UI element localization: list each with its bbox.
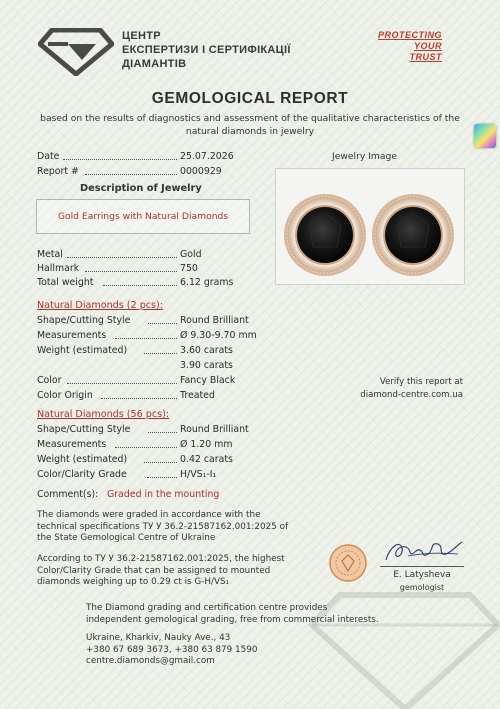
right-earring <box>372 194 454 276</box>
signature-image <box>378 534 464 568</box>
small-measurements-row <box>37 439 277 452</box>
comments-value: Graded in the mounting <box>107 489 220 500</box>
main-shape-row <box>37 315 277 328</box>
small-weight-label: Weight (estimated) <box>37 454 128 465</box>
report-number-row <box>37 166 277 179</box>
signature-line <box>380 566 464 567</box>
leader-dots <box>144 345 177 354</box>
main-shape-value: Round Brilliant <box>180 315 249 326</box>
footer-address: Ukraine, Kharkiv, Nauky Ave., 43 <box>86 633 231 643</box>
main-weight-value-2: 3.90 carats <box>180 360 233 371</box>
main-measurements-label: Measurements <box>37 330 107 341</box>
total-weight-value: 6.12 grams <box>180 277 234 288</box>
footer-contacts <box>86 633 257 668</box>
small-grade-row <box>37 469 277 482</box>
main-color-row <box>37 375 277 388</box>
hallmark-label: Hallmark <box>37 263 80 274</box>
leader-dots <box>85 263 177 272</box>
org-line-3: ДІАМАНТІВ <box>122 58 187 70</box>
grade-note-line-3: diamonds weighing up to 0.29 ct is G-H/VS₁ <box>37 577 230 587</box>
jewelry-photo <box>275 168 465 285</box>
verify-text: Verify this report at <box>379 377 463 387</box>
main-shape-label: Shape/Cutting Style <box>37 315 131 326</box>
small-measurements-value: Ø 1.20 mm <box>180 439 233 450</box>
leader-dots <box>115 330 177 339</box>
main-origin-label: Color Origin <box>37 390 93 401</box>
jewelry-image-label: Jewelry Image <box>332 151 397 162</box>
main-color-label: Color <box>37 375 62 386</box>
left-earring <box>284 194 366 276</box>
metal-row <box>37 249 277 262</box>
main-origin-value: Treated <box>180 390 215 401</box>
main-weight-label: Weight (estimated) <box>37 345 128 356</box>
leader-dots <box>67 375 177 384</box>
grade-note <box>37 554 285 589</box>
report-number-label: Report # <box>37 166 79 177</box>
grade-note-line-1: According to ТУ У 36.2-21587162.001:2025, the highest <box>37 554 285 564</box>
small-weight-value: 0.42 carats <box>180 454 233 465</box>
grade-note-line-2: Color/Clarity Grade that can be assigned to mounted <box>37 565 271 576</box>
leader-dots <box>148 315 177 324</box>
main-weight-value-1: 3.60 carats <box>180 345 233 356</box>
small-grade-label: Color/Clarity Grade <box>37 469 127 480</box>
standards-note-line-3: the State Gemological Centre of Ukraine <box>37 533 216 543</box>
date-label: Date <box>37 151 60 162</box>
leader-dots <box>101 390 177 399</box>
footer-phones: +380 67 689 3673, +380 63 879 1590 <box>86 644 258 655</box>
main-origin-row <box>37 390 277 403</box>
leader-dots <box>144 454 177 463</box>
official-seal-icon <box>328 543 368 583</box>
diamond-logo-icon <box>38 28 114 76</box>
slogan-line-3: TRUST <box>409 52 442 62</box>
leader-dots <box>148 424 177 433</box>
main-measurements-value: Ø 9.30-9.70 mm <box>180 330 257 341</box>
leader-dots <box>103 277 177 286</box>
main-color-value: Fancy Black <box>180 375 236 386</box>
small-diamonds-title: Natural Diamonds (56 pcs): <box>37 409 170 420</box>
footer-line-1: The Diamond grading and certification centre provides <box>86 603 328 613</box>
date-value: 25.07.2026 <box>180 151 234 162</box>
signatory-role: gemologist <box>399 583 445 592</box>
slogan <box>350 30 442 63</box>
comments-label: Comment(s): <box>37 489 99 500</box>
org-line-2: ЕКСПЕРТИЗИ І СЕРТИФІКАЦІЇ <box>122 44 291 56</box>
total-weight-label: Total weight <box>37 277 94 288</box>
standards-note-line-2: technical specifications ТУ У 36.2-21587162.001:2025 of <box>37 521 289 532</box>
verify-block <box>330 376 463 402</box>
report-subtitle: based on the results of diagnostics and assessment of the qualitative characteristics of the natural diamonds in jewelry <box>40 113 460 137</box>
main-weight-row <box>37 345 277 358</box>
description-heading: Description of Jewelry <box>80 183 202 194</box>
standards-note-line-1: The diamonds were graded in accordance with the <box>37 510 261 520</box>
footer-email[interactable]: centre.diamonds@gmail.com <box>86 656 215 666</box>
organization-name <box>122 29 291 71</box>
small-grade-value: H/VS₁-I₁ <box>180 469 217 480</box>
comments-row <box>37 489 337 502</box>
total-weight-row <box>37 277 277 290</box>
org-line-1: ЦЕНТР <box>122 30 161 42</box>
leader-dots <box>63 151 177 160</box>
slogan-line-2: YOUR <box>413 41 442 51</box>
hallmark-row <box>37 263 277 276</box>
main-weight-row-2 <box>37 360 277 373</box>
small-shape-row <box>37 424 277 437</box>
slogan-line-1: PROTECTING <box>377 30 442 40</box>
leader-dots <box>115 439 177 448</box>
small-shape-label: Shape/Cutting Style <box>37 424 131 435</box>
earrings-image <box>276 169 464 284</box>
main-measurements-row <box>37 330 277 343</box>
hallmark-value: 750 <box>180 263 198 274</box>
hologram-sticker-icon <box>474 124 496 148</box>
small-measurements-label: Measurements <box>37 439 107 450</box>
date-row <box>37 151 277 164</box>
report-title: GEMOLOGICAL REPORT <box>151 90 349 107</box>
leader-dots <box>85 166 177 175</box>
metal-value: Gold <box>180 249 202 260</box>
description-text: Gold Earrings with Natural Diamonds <box>57 211 229 222</box>
verify-link[interactable]: diamond-centre.com.ua <box>360 390 463 400</box>
footer-line-2: independent gemological grading, free from commercial interests. <box>86 614 379 625</box>
signatory-name: E. Latysheva <box>393 570 451 580</box>
main-diamonds-title: Natural Diamonds (2 pcs): <box>37 300 164 311</box>
small-shape-value: Round Brilliant <box>180 424 249 435</box>
leader-dots <box>147 469 177 478</box>
standards-note <box>37 510 288 545</box>
small-weight-row <box>37 454 277 467</box>
metal-label: Metal <box>37 249 63 260</box>
footer-mission <box>86 603 379 626</box>
report-number-value: 0000929 <box>180 166 222 177</box>
leader-dots <box>67 249 177 258</box>
